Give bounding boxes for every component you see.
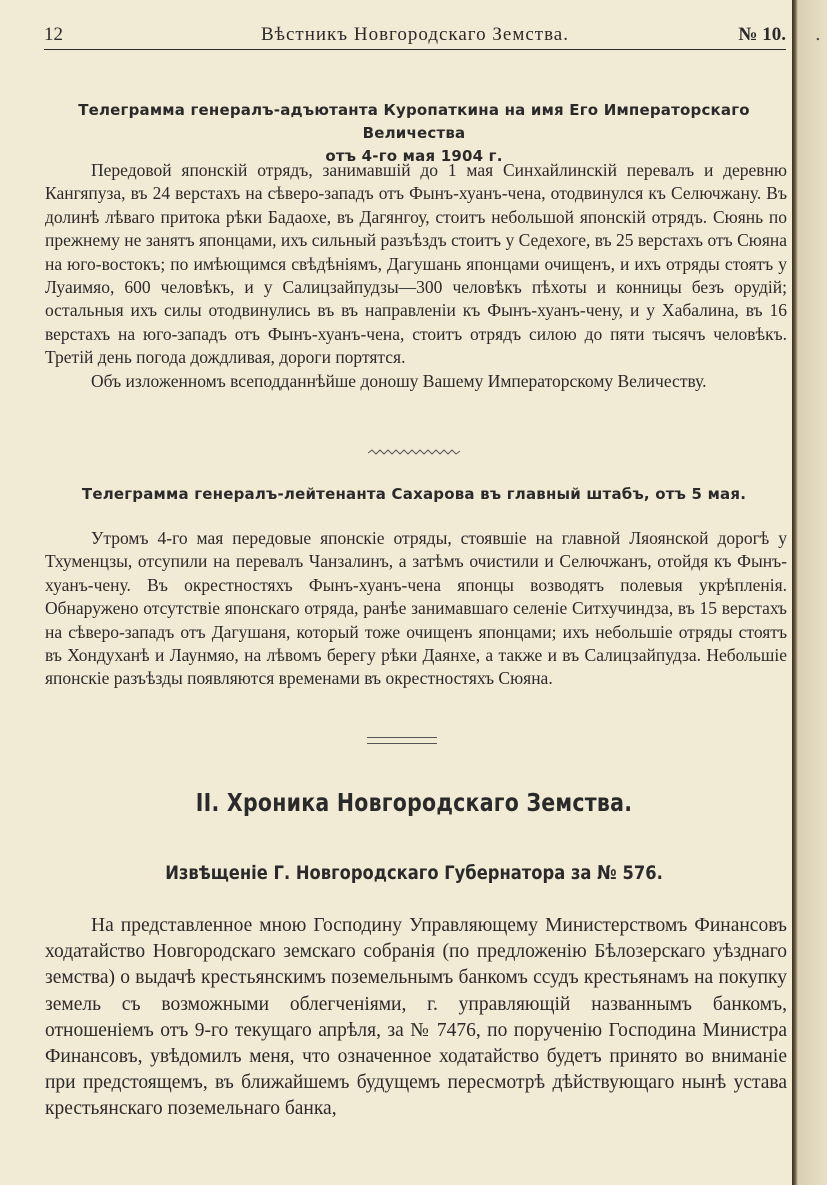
telegram2-body — [45, 527, 787, 691]
telegram1-body — [45, 159, 787, 393]
issue-number: № 10. — [738, 24, 786, 45]
running-header — [44, 24, 786, 50]
journal-title: Вѣстникъ Новгородскаго Земства. — [261, 24, 569, 45]
telegram1-title-line1: Телеграмма генералъ-адъютанта Куропаткина на имя Его Императорскаго Величества — [78, 101, 750, 142]
header-rule — [44, 49, 786, 50]
telegram1-paragraph: Передовой японскій отрядъ, занимавшій до 1 мая Синхайлинскій перевалъ и деревню Кангяпуза, въ 24 верстахъ на сѣверо-западъ отъ Фынъ-хуанъ-чена, отодвинулся къ Селючжану. Въ долинѣ лѣваго притока рѣки Бадаохе, въ Дагянгоу, стоитъ небольшой японскій отрядъ. Сюянь по прежнему не занятъ японцами, ихъ сильный разъѣздъ стоитъ у Седехоге, въ 25 верстахъ отъ Сюяна на юго-востокъ; по имѣющимся свѣдѣніямъ, Дагушань японцами очищенъ, и ихъ отряды стоятъ у Луаимяо, 600 человѣкъ, и у Салицзайпудзы—300 человѣкъ пѣхоты и конницы безъ орудій; остальныя ихъ силы отодвинулись въ въ направленіи къ Фынъ-хуанъ-чену, и у Хабалина, въ 16 верстахъ на юго-западъ отъ Фынъ-хуанъ-чена, стоитъ отрядъ силою до пяти тысячъ человѣкъ. Третій день погода дождливая, дороги портятся. — [45, 160, 787, 368]
telegram1-paragraph: Объ изложенномъ всеподданнѣйше доношу Вашему Императорскому Величеству. — [91, 370, 707, 391]
page-number: 12 — [44, 24, 63, 45]
gutter-mark: . — [815, 24, 821, 45]
double-rule-divider — [367, 737, 437, 744]
book-gutter — [792, 0, 827, 1185]
telegram1-title — [40, 99, 788, 168]
section-heading: II. Хроника Новгородскаго Земства. — [195, 788, 633, 817]
ornament-divider — [368, 449, 462, 457]
telegram2-title: Телеграмма генералъ-лейтенанта Сахарова въ главный штабъ, отъ 5 мая. — [81, 485, 747, 503]
section-body — [45, 913, 787, 1123]
section-subheading: Извѣщеніе Г. Новгородскаго Губернатора за № 576. — [165, 862, 663, 884]
telegram1-title-line2: отъ 4-го мая 1904 г. — [325, 147, 503, 165]
telegram2-paragraph: Утромъ 4-го мая передовые японскіе отряды, стоявшіе на главной Ляоянской дорогѣ у Тхуменцзы, отсупили на перевалъ Чанзалинъ, а затѣмъ очистили и Селючжанъ, отойдя къ Фынъ-хуанъ-чену. Въ окрестностяхъ Фынъ-хуанъ-чена японцы возводятъ полевыя укрѣпленія. Обнаружено отсутствіе японскаго отряда, ранѣе занимавшаго селеніе Ситхучиндза, въ 15 верстахъ на сѣверо-западъ отъ Дагушаня, который тоже очищенъ японцами; ихъ небольшіе отряды стоятъ въ Хондуханѣ и Лаунмяо, на лѣвомъ берегу рѣки Даянхе, а также и въ Салицзайпудза. Небольшіе японскіе разъѣзды появляются временами въ окрестностяхъ Сюяна. — [45, 528, 787, 689]
section-paragraph: На представленное мною Господину Управляющему Министерствомъ Финансовъ ходатайство Новгородскаго земскаго собранія (по предложенію Бѣлозерскаго уѣзднаго земства) о выдачѣ крестьянскимъ поземельнымъ банкомъ ссудъ крестьянамъ на покупку земель съ возможными облегченіями, г. управляющій названнымъ банкомъ, отношеніемъ отъ 9-го текущаго апрѣля, за № 7476, по порученію Господина Министра Финансовъ, увѣдомилъ меня, что означенное ходатайство будетъ принято во вниманіе при предстоящемъ, въ ближайшемъ будущемъ пересмотрѣ дѣйствующаго нынѣ устава крестьянскаго поземельнаго банка, — [45, 915, 787, 1120]
